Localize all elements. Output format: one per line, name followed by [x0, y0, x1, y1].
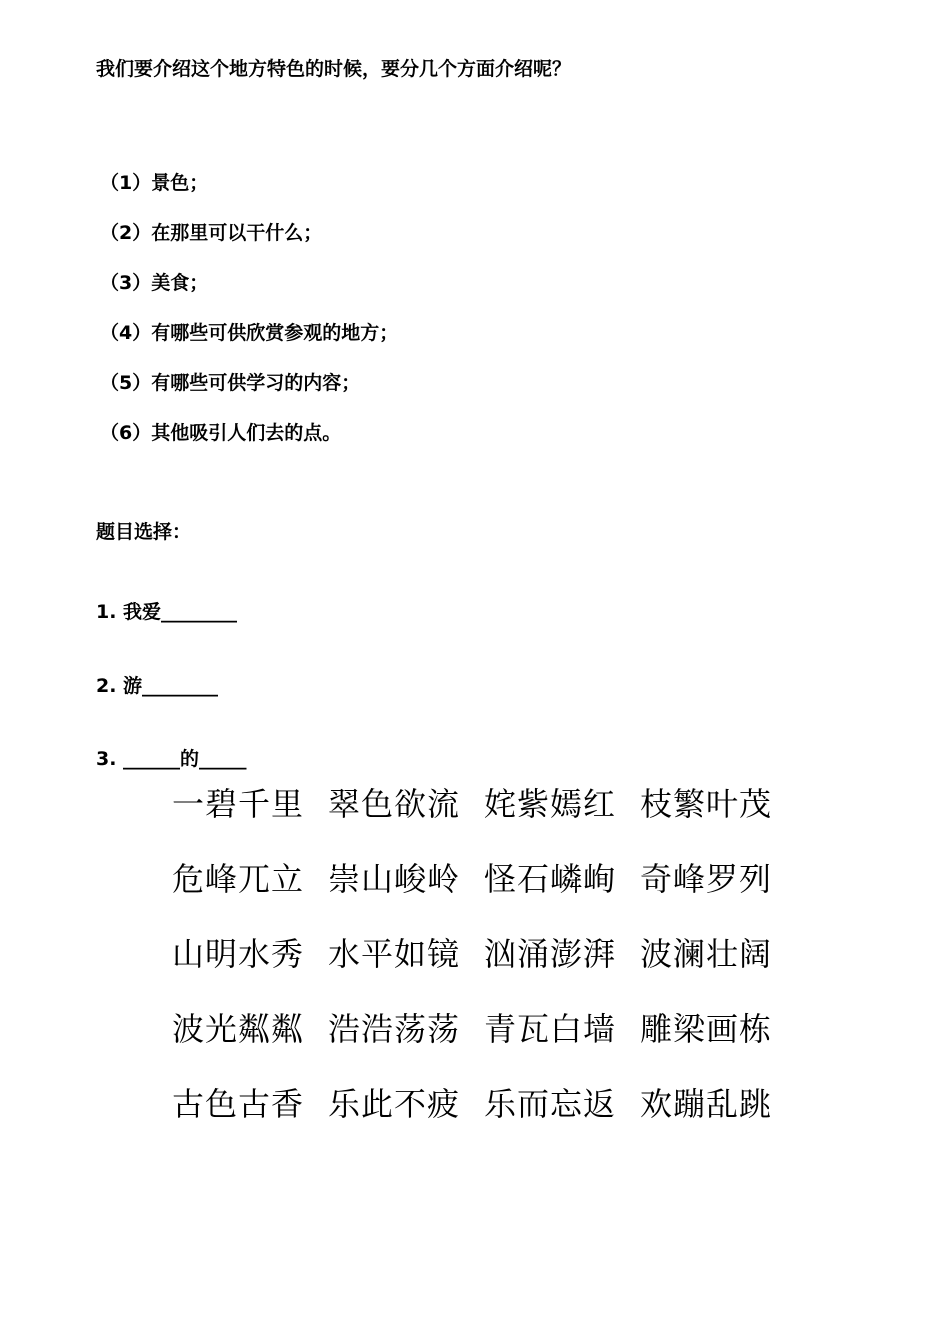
idiom: 古色古香: [172, 1085, 305, 1123]
idiom: 水平如镜: [328, 935, 461, 973]
idiom: 青瓦白墙: [484, 1010, 617, 1048]
idiom: 欢蹦乱跳: [640, 1085, 773, 1123]
idiom-row: [172, 1011, 812, 1086]
idiom: 崇山峻岭: [328, 860, 461, 898]
topic-heading: 题目选择：: [96, 521, 192, 543]
idiom: 姹紫嫣红: [484, 785, 617, 823]
idiom: 浩浩荡荡: [328, 1010, 461, 1048]
idiom: 一碧千里: [172, 785, 305, 823]
idiom: 雕梁画栋: [640, 1010, 773, 1048]
aspect-item: （1）景色；: [100, 172, 209, 194]
idiom: 波澜壮阔: [640, 935, 773, 973]
idiom: 怪石嶙峋: [484, 860, 617, 898]
idiom: 山明水秀: [172, 935, 305, 973]
aspect-item: （6）其他吸引人们去的点。: [100, 422, 342, 444]
aspect-item: （2）在那里可以干什么；: [100, 222, 323, 244]
aspect-item: （4）有哪些可供欣赏参观的地方；: [100, 322, 399, 344]
topic-item: 2. 游________: [96, 675, 219, 697]
idiom: 乐而忘返: [484, 1085, 617, 1123]
idiom-row: [172, 786, 812, 861]
idiom: 波光粼粼: [172, 1010, 305, 1048]
idiom-row: [172, 936, 812, 1011]
idiom: 汹涌澎湃: [484, 935, 617, 973]
idiom: 奇峰罗列: [640, 860, 773, 898]
idiom: 翠色欲流: [328, 785, 461, 823]
topic-item: 1. 我爱________: [96, 601, 238, 623]
idiom: 危峰兀立: [172, 860, 305, 898]
topic-item: 3. ______的_____: [96, 748, 247, 770]
question-text: 我们要介绍这个地方特色的时候，要分几个方面介绍呢？: [96, 58, 572, 80]
idiom-row: [172, 861, 812, 936]
aspect-item: （3）美食；: [100, 272, 209, 294]
aspect-item: （5）有哪些可供学习的内容；: [100, 372, 361, 394]
idiom: 枝繁叶茂: [640, 785, 773, 823]
idiom-grid: [172, 786, 812, 1161]
idiom-row: [172, 1086, 812, 1161]
idiom: 乐此不疲: [328, 1085, 461, 1123]
